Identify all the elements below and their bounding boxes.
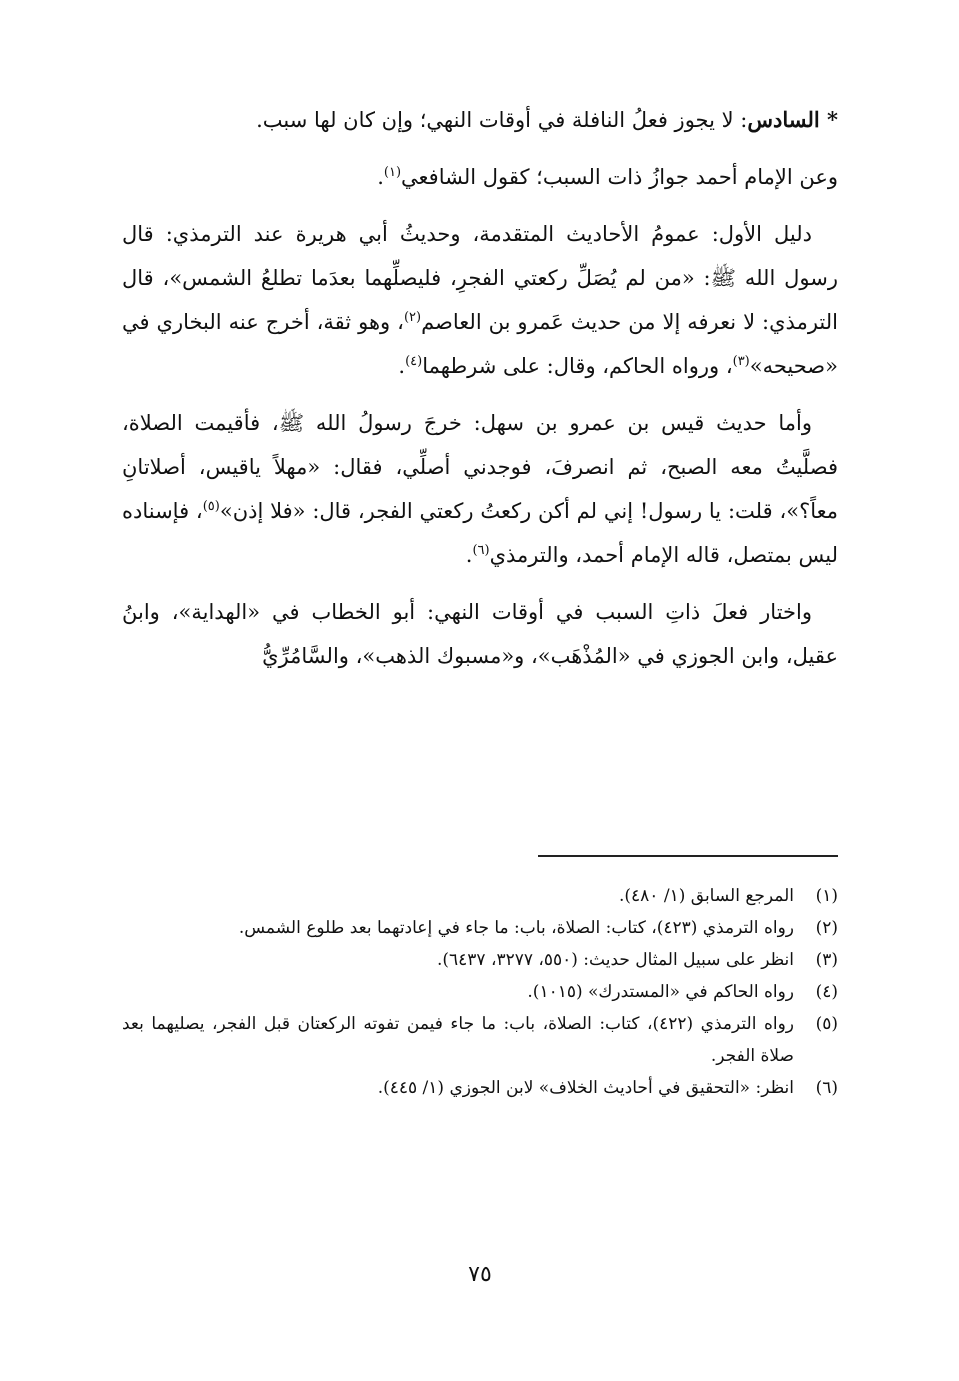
footnote-text: رواه الترمذي (٤٢٣)، كتاب: الصلاة، باب: ما جاء في إعادتهما بعد طلوع الشمس. bbox=[238, 918, 794, 938]
footnote-number: (٤) bbox=[815, 982, 838, 1002]
footnote-text: رواه الترمذي (٤٢٢)، كتاب: الصلاة، باب: ما جاء فيمن تفوته الركعتان قبل الفجر، يصليهما بعد صلاة الفجر. bbox=[122, 1014, 794, 1066]
footnote-text: المرجع السابق (١/ ٤٨٠). bbox=[619, 886, 794, 906]
footnote-ref-6[interactable]: (٦) bbox=[472, 543, 490, 558]
footnote-item bbox=[122, 1008, 838, 1072]
footnote-item bbox=[122, 944, 838, 976]
paragraph-text: واختار فعلَ ذاتِ السبب في أوقات النهي: أبو الخطاب في «الهداية»، وابنُ عقيل، وابن الجوزي في «المُذْهَب»، و«مسبوك الذهب»، والسَّامُرِّيُّ bbox=[122, 600, 838, 668]
footnote-item bbox=[122, 1072, 838, 1104]
paragraph-ahmad-view bbox=[122, 155, 838, 199]
footnote-ref-1[interactable]: (١) bbox=[383, 165, 402, 180]
footnote-ref-2[interactable]: (٢) bbox=[403, 310, 422, 325]
footnote-ref-3[interactable]: (٣) bbox=[732, 354, 750, 369]
footnote-item bbox=[122, 976, 838, 1008]
footnote-ref-5[interactable]: (٥) bbox=[202, 499, 220, 514]
page-number: ٧٥ bbox=[468, 1262, 492, 1287]
paragraph-text: ، ورواه الحاكم، وقال: على شرطهما bbox=[422, 354, 733, 378]
paragraph-end: . bbox=[465, 543, 473, 567]
footnote-item bbox=[122, 912, 838, 944]
paragraph-text: وأما حديث قيس بن عمرو بن سهل: خرجَ رسولُ الله ﷺ، فأقيمت الصلاة، فصلَّيتُ معه الصبح، ثم انصرفَ، فوجدني أصلِّي، فقال: «مهلاً ياقيس، أصلاتانِ معاً؟»، قلت: يا رسول! إني لم أكن ركعتُ ركعتي الفجر، قال: «فلا إذن» bbox=[122, 411, 838, 523]
paragraph-text: : لا يجوز فعلُ النافلة في أوقات النهي؛ وإن كان لها سبب. bbox=[256, 108, 748, 132]
footnote-number: (٥) bbox=[815, 1014, 838, 1034]
main-text bbox=[122, 98, 838, 691]
footnote-number: (٢) bbox=[815, 918, 838, 938]
paragraph-text: وعن الإمام أحمد جوازُ ذات السبب؛ كقول الشافعي bbox=[401, 165, 838, 189]
paragraph-end: . bbox=[398, 354, 406, 378]
footnote-text: انظر: «التحقيق في أحاديث الخلاف» لابن الجوزي (١/ ٤٤٥). bbox=[377, 1078, 794, 1098]
footnote-text: انظر على سبيل المثال حديث: (٥٥٠، ٣٢٧٧، ٦٤٣٧). bbox=[436, 950, 794, 970]
footnote-item bbox=[122, 880, 838, 912]
footnote-number: (١) bbox=[815, 886, 838, 906]
section-lead: * السادس bbox=[747, 107, 838, 132]
paragraph-end: . bbox=[377, 165, 384, 189]
paragraph-qays-hadith bbox=[122, 401, 838, 577]
footnote-ref-4[interactable]: (٤) bbox=[405, 354, 423, 369]
footnote-text: رواه الحاكم في «المستدرك» (١٠١٥). bbox=[527, 982, 794, 1002]
paragraph-text: ، فإسناده ليس بمتصل، قاله الإمام أحمد، والترمذي bbox=[122, 499, 838, 567]
paragraph-text: دليل الأول: عمومُ الأحاديث المتقدمة، وحديثُ أبي هريرة عند الترمذي: قال رسول الله ﷺ: «من لم يُصَلِّ ركعتي الفجرِ، فليصلِّهما بعدَما تطلعُ الشمس»، قال الترمذي: لا نعرفه إلا من حديث عَمرو بن العاصم bbox=[122, 222, 838, 334]
paragraph-chosen-view bbox=[122, 590, 838, 678]
footnotes bbox=[122, 880, 838, 1104]
footnote-number: (٣) bbox=[815, 950, 838, 970]
footnote-number: (٦) bbox=[815, 1078, 838, 1098]
paragraph-sixth-opinion bbox=[122, 98, 838, 142]
footnote-separator bbox=[538, 855, 838, 857]
paragraph-text: ، وهو ثقة، أخرج عنه البخاري في «صحيحه» bbox=[122, 310, 838, 378]
paragraph-first-evidence bbox=[122, 212, 838, 388]
